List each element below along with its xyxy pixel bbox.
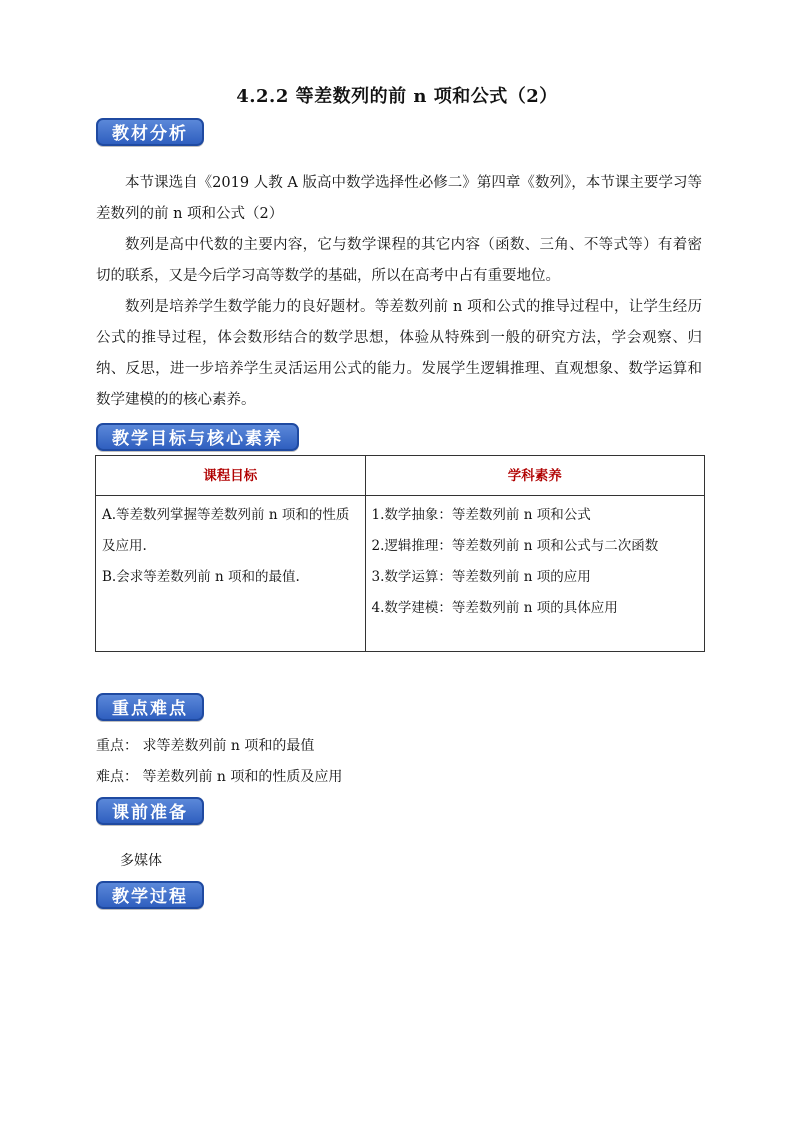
competencies-cell bbox=[365, 496, 704, 652]
key-point-difficulty: 难点： 等差数列前 n 项和的性质及应用 bbox=[96, 769, 343, 785]
competency-2: 2.逻辑推理：等差数列前 n 项和公式与二次函数 bbox=[371, 538, 659, 554]
textbook-paragraph-3: 数列是培养学生数学能力的良好题材。等差数列前 n 项和公式的推导过程中，让学生经历公式的推导过程，体会数形结合的数学思想，体验从特殊到一般的研究方法，学会观察、归纳、反思，进一步培养学生灵活运用公式的能力。发展学生逻辑推理、直观想象、数学运算和数学建模的的核心素养。 bbox=[96, 299, 702, 408]
textbook-paragraph-1: 本节课选自《2019 人教 A 版高中数学选择性必修二》第四章《数列》，本节课主要学习等差数列的前 n 项和公式（2） bbox=[96, 175, 702, 222]
textbook-paragraph-2: 数列是高中代数的主要内容，它与数学课程的其它内容（函数、三角、不等式等）有着密切的联系，又是今后学习高等数学的基础，所以在高考中占有重要地位。 bbox=[96, 237, 702, 284]
page-title: 4.2.2 等差数列的前 n 项和公式（2） bbox=[236, 86, 558, 107]
goals-table-row bbox=[96, 496, 705, 652]
header-course-goals: 课程目标 bbox=[96, 456, 366, 496]
goals-table-header-row bbox=[96, 456, 705, 496]
section-badge-preparation: 课前准备 bbox=[96, 797, 204, 825]
course-goal-b: B.会求等差数列前 n 项和的最值. bbox=[102, 569, 300, 585]
preparation-text: 多媒体 bbox=[120, 853, 162, 869]
course-goal-a: A.等差数列掌握等差数列前 n 项和的性质及应用. bbox=[102, 507, 350, 554]
course-goals-cell bbox=[96, 496, 366, 652]
section-badge-teaching-goals: 教学目标与核心素养 bbox=[96, 423, 299, 451]
competency-4: 4.数学建模：等差数列前 n 项的具体应用 bbox=[371, 600, 618, 616]
section-badge-textbook-analysis: 教材分析 bbox=[96, 118, 204, 146]
goals-table bbox=[95, 455, 705, 652]
competency-3: 3.数学运算：等差数列前 n 项的应用 bbox=[371, 569, 591, 585]
section-badge-key-points: 重点难点 bbox=[96, 693, 204, 721]
competency-1: 1.数学抽象：等差数列前 n 项和公式 bbox=[371, 507, 591, 523]
key-point-focus: 重点： 求等差数列前 n 项和的最值 bbox=[96, 738, 315, 754]
header-competencies: 学科素养 bbox=[365, 456, 704, 496]
section-badge-teaching-process: 教学过程 bbox=[96, 881, 204, 909]
